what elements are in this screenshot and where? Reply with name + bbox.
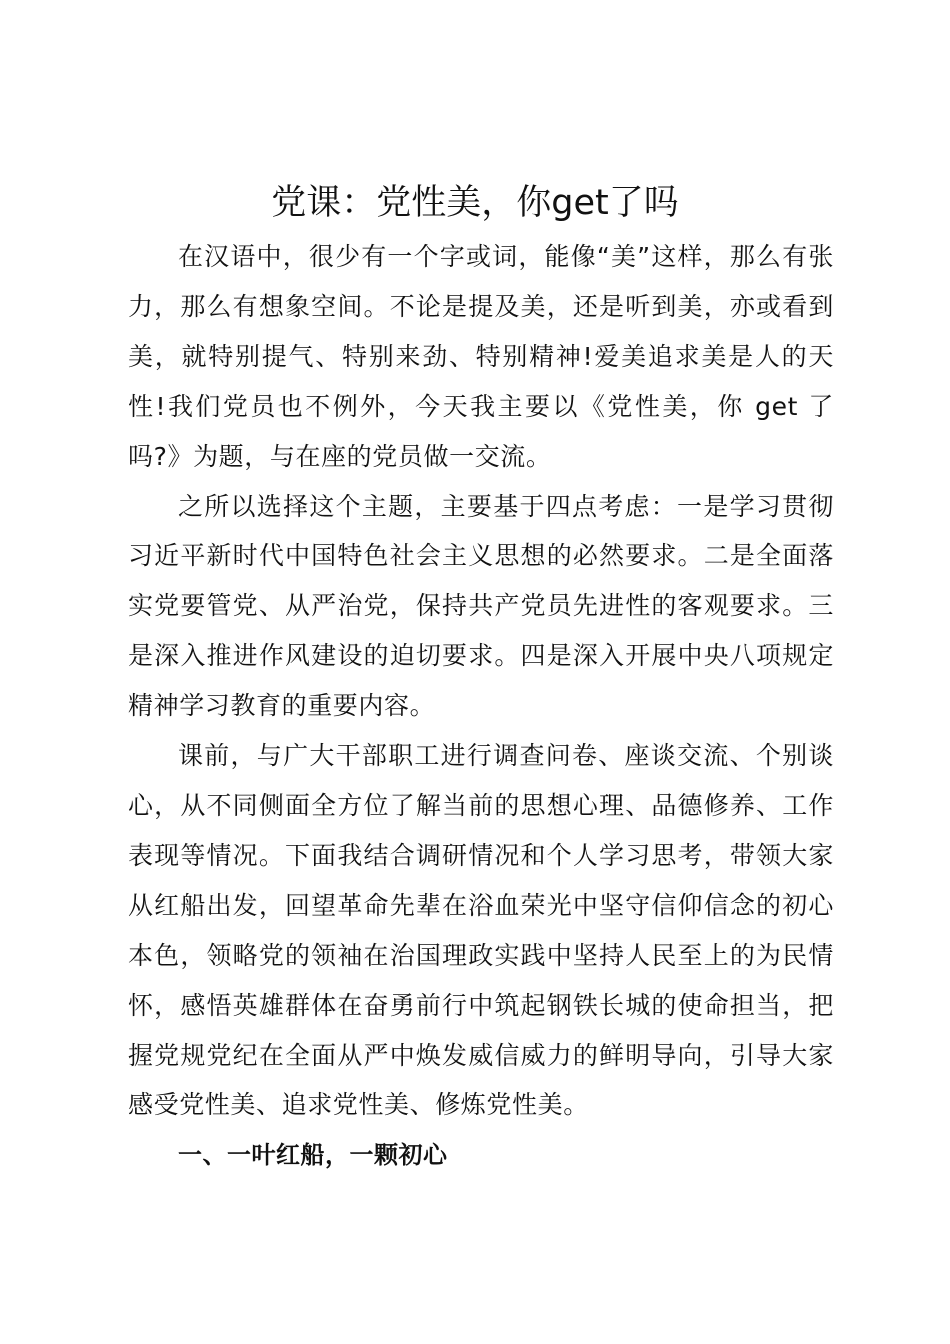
paragraph-intro: 在汉语中，很少有一个字或词，能像“美”这样，那么有张力，那么有想象空间。不论是提及美，还是听到美，亦或看到美，就特别提气、特别来劲、特别精神!爱美追求美是人的天性!我们党员也不例外，今天我主要以《党性美，你 get 了吗?》为题，与在座的党员做一交流。 [128,242,834,471]
paragraph-reasons: 之所以选择这个主题，主要基于四点考虑：一是学习贯彻习近平新时代中国特色社会主义思想的必然要求。二是全面落实党要管党、从严治党，保持共产党员先进性的客观要求。三是深入推进作风建设的迫切要求。四是深入开展中央八项规定精神学习教育的重要内容。 [128,491,834,721]
document-title: 党课：党性美，你get了吗 [271,183,679,223]
section-heading: 一、一叶红船，一颗初心 [178,1140,448,1170]
paragraph-preparation: 课前，与广大干部职工进行调查问卷、座谈交流、个别谈心，从不同侧面全方位了解当前的思想心理、品德修养、工作表现等情况。下面我结合调研情况和个人学习思考，带领大家从红船出发，回望革命先辈在浴血荣光中坚守信仰信念的初心本色，领略党的领袖在治国理政实践中坚持人民至上的为民情怀，感悟英雄群体在奋勇前行中筑起钢铁长城的使命担当，把握党规党纪在全面从严中焕发威信威力的鲜明导向，引导大家感受党性美、追求党性美、修炼党性美。 [128,741,834,1120]
document-body [128,232,834,1180]
